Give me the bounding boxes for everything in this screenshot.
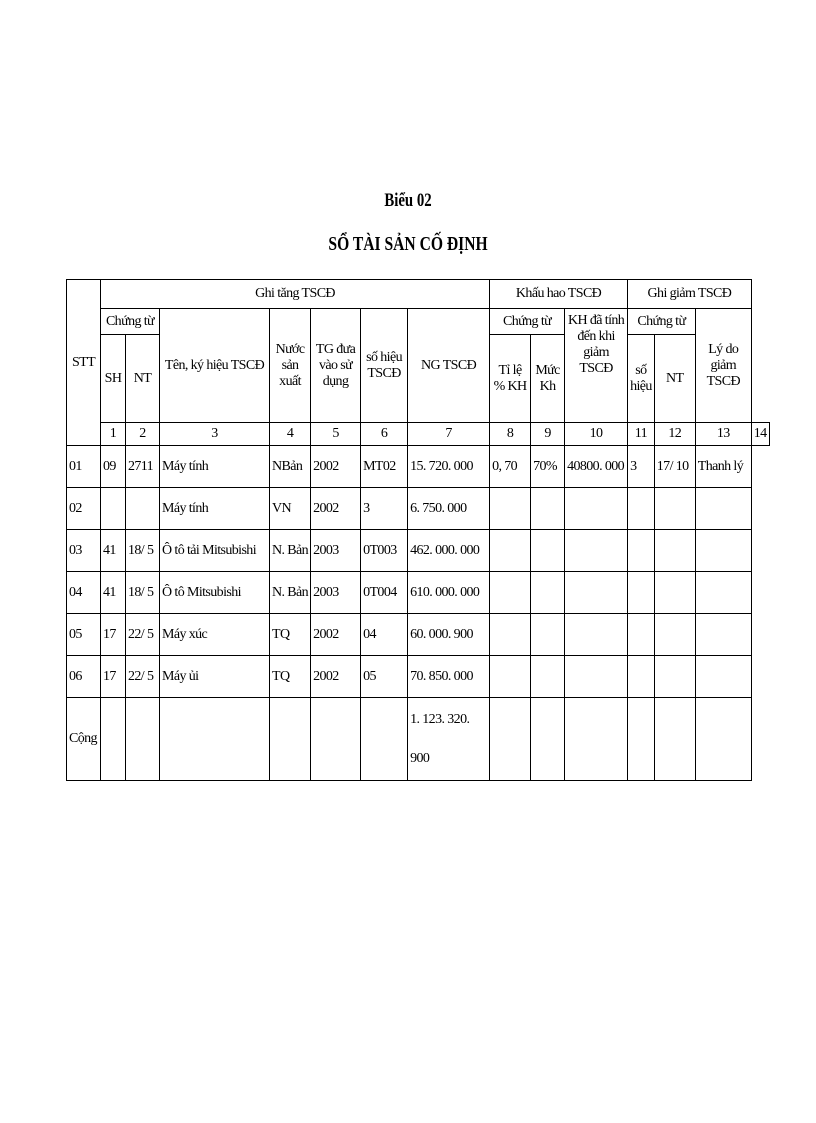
- col-number: 9: [531, 423, 565, 446]
- col-number: 13: [695, 423, 751, 446]
- col-number: 8: [490, 423, 531, 446]
- document-code: Biểu 02: [384, 190, 432, 211]
- cell-rate: [490, 488, 531, 530]
- cell-stt: 02: [67, 488, 101, 530]
- cell-asset-name: Máy ủi: [160, 656, 270, 698]
- cell-rate: [490, 530, 531, 572]
- cell-asset-number: 05: [361, 656, 408, 698]
- cell-accumulated: 40800. 000: [565, 446, 628, 488]
- table-row: [67, 656, 770, 698]
- cell-date-in-use: 2003: [311, 530, 361, 572]
- cell-original-cost: 70. 850. 000: [408, 656, 490, 698]
- col-number: 14: [751, 423, 769, 446]
- cell-original-cost: 6. 750. 000: [408, 488, 490, 530]
- table-row: [67, 614, 770, 656]
- cell-reason: [695, 488, 751, 530]
- header-amount: Mức Kh: [531, 335, 565, 423]
- document-title: SỔ TÀI SẢN CỐ ĐỊNH: [328, 233, 488, 255]
- cell-asset-number: 0T003: [361, 530, 408, 572]
- header-sh: SH: [101, 335, 126, 423]
- cell-country: TQ: [270, 614, 311, 656]
- table-row: [67, 446, 770, 488]
- header-accumulated-depreciation: KH đã tính đến khi giảm TSCĐ: [565, 309, 628, 423]
- header-voucher: Chứng từ: [101, 309, 160, 335]
- header-stt: STT: [67, 280, 101, 446]
- cell-dec-number: [628, 614, 655, 656]
- cell-date-in-use: 2002: [311, 656, 361, 698]
- cell-nt: 2711: [126, 446, 160, 488]
- cell-asset-name: Máy tính: [160, 446, 270, 488]
- cell-accumulated: [565, 656, 628, 698]
- cell-accumulated: [565, 572, 628, 614]
- header-rate: Tỉ lệ % KH: [490, 335, 531, 423]
- col-number: 3: [160, 423, 270, 446]
- cell-original-cost: 60. 000. 900: [408, 614, 490, 656]
- cell-country: VN: [270, 488, 311, 530]
- header-date-in-use: TG đưa vào sử dụng: [311, 309, 361, 423]
- cell-stt: 04: [67, 572, 101, 614]
- cell-nt: [126, 488, 160, 530]
- cell-amount: 70%: [531, 446, 565, 488]
- header-nt: NT: [126, 335, 160, 423]
- cell-nt: 22/ 5: [126, 656, 160, 698]
- cell-dec-nt: [654, 488, 695, 530]
- cell-dec-number: 3: [628, 446, 655, 488]
- header-asset-number: số hiệu TSCĐ: [361, 309, 408, 423]
- cell-nt: 22/ 5: [126, 614, 160, 656]
- cell-stt: 06: [67, 656, 101, 698]
- header-dec-number: số hiệu: [628, 335, 655, 423]
- col-number: 12: [654, 423, 695, 446]
- header-dec-nt: NT: [654, 335, 695, 423]
- table-row: [67, 488, 770, 530]
- cell-rate: [490, 572, 531, 614]
- cell-original-cost: 610. 000. 000: [408, 572, 490, 614]
- cell-date-in-use: 2002: [311, 614, 361, 656]
- cell-dec-nt: [654, 656, 695, 698]
- cell-date-in-use: 2003: [311, 572, 361, 614]
- cell-amount: [531, 614, 565, 656]
- cell-amount: [531, 656, 565, 698]
- cell-country: NBản: [270, 446, 311, 488]
- cell-rate: [490, 614, 531, 656]
- cell-asset-name: Máy xúc: [160, 614, 270, 656]
- cell-rate: 0, 70: [490, 446, 531, 488]
- cell-accumulated: [565, 614, 628, 656]
- col-number: 10: [565, 423, 628, 446]
- cell-dec-number: [628, 488, 655, 530]
- cell-rate: [490, 656, 531, 698]
- fixed-asset-ledger-table: [66, 279, 770, 781]
- header-depreciation-group: Khấu hao TSCĐ: [490, 280, 628, 309]
- cell-sh: 41: [101, 572, 126, 614]
- cell-dec-nt: [654, 614, 695, 656]
- col-number: 1: [101, 423, 126, 446]
- cell-original-cost: 462. 000. 000: [408, 530, 490, 572]
- cell-nt: 18/ 5: [126, 530, 160, 572]
- cell-sh: 17: [101, 614, 126, 656]
- cell-dec-nt: [654, 530, 695, 572]
- cell-date-in-use: 2002: [311, 446, 361, 488]
- header-increase-group: Ghi tăng TSCĐ: [101, 280, 490, 309]
- header-decrease-group: Ghi giảm TSCĐ: [628, 280, 752, 309]
- cell-amount: [531, 530, 565, 572]
- cell-reason: [695, 656, 751, 698]
- cell-accumulated: [565, 530, 628, 572]
- col-number: 2: [126, 423, 160, 446]
- cell-dec-number: [628, 572, 655, 614]
- cell-asset-number: 3: [361, 488, 408, 530]
- col-number: 7: [408, 423, 490, 446]
- cell-asset-number: 0T004: [361, 572, 408, 614]
- cell-dec-nt: 17/ 10: [654, 446, 695, 488]
- cell-sh: 09: [101, 446, 126, 488]
- cell-asset-number: MT02: [361, 446, 408, 488]
- header-original-cost: NG TSCĐ: [408, 309, 490, 423]
- cell-sh: 17: [101, 656, 126, 698]
- col-number: 6: [361, 423, 408, 446]
- cell-original-cost: 15. 720. 000: [408, 446, 490, 488]
- col-number: 5: [311, 423, 361, 446]
- col-number: 11: [628, 423, 655, 446]
- cell-country: TQ: [270, 656, 311, 698]
- cell-date-in-use: 2002: [311, 488, 361, 530]
- cell-amount: [531, 572, 565, 614]
- cell-accumulated: [565, 488, 628, 530]
- cell-asset-name: Ô tô tải Mitsubishi: [160, 530, 270, 572]
- cell-reason: Thanh lý: [695, 446, 751, 488]
- header-dep-voucher: Chứng từ: [490, 309, 565, 335]
- cell-asset-name: Ô tô Mitsubishi: [160, 572, 270, 614]
- cell-reason: [695, 614, 751, 656]
- cell-reason: [695, 530, 751, 572]
- cell-stt: 01: [67, 446, 101, 488]
- cell-sh: [101, 488, 126, 530]
- cell-asset-number: 04: [361, 614, 408, 656]
- cell-amount: [531, 488, 565, 530]
- cell-dec-number: [628, 656, 655, 698]
- header-asset-name: Tên, ký hiệu TSCĐ: [160, 309, 270, 423]
- cell-stt: 03: [67, 530, 101, 572]
- table-row: [67, 572, 770, 614]
- total-label: Cộng: [67, 698, 101, 781]
- cell-country: N. Bản: [270, 530, 311, 572]
- cell-sh: 41: [101, 530, 126, 572]
- cell-stt: 05: [67, 614, 101, 656]
- header-reason: Lý do giảm TSCĐ: [695, 309, 751, 423]
- cell-reason: [695, 572, 751, 614]
- cell-asset-name: Máy tính: [160, 488, 270, 530]
- total-amount: 1. 123. 320. 900: [408, 698, 490, 781]
- col-number: 4: [270, 423, 311, 446]
- header-dec-voucher: Chứng từ: [628, 309, 696, 335]
- cell-nt: 18/ 5: [126, 572, 160, 614]
- cell-dec-nt: [654, 572, 695, 614]
- cell-country: N. Bản: [270, 572, 311, 614]
- table-row: [67, 530, 770, 572]
- header-country: Nước sản xuất: [270, 309, 311, 423]
- cell-dec-number: [628, 530, 655, 572]
